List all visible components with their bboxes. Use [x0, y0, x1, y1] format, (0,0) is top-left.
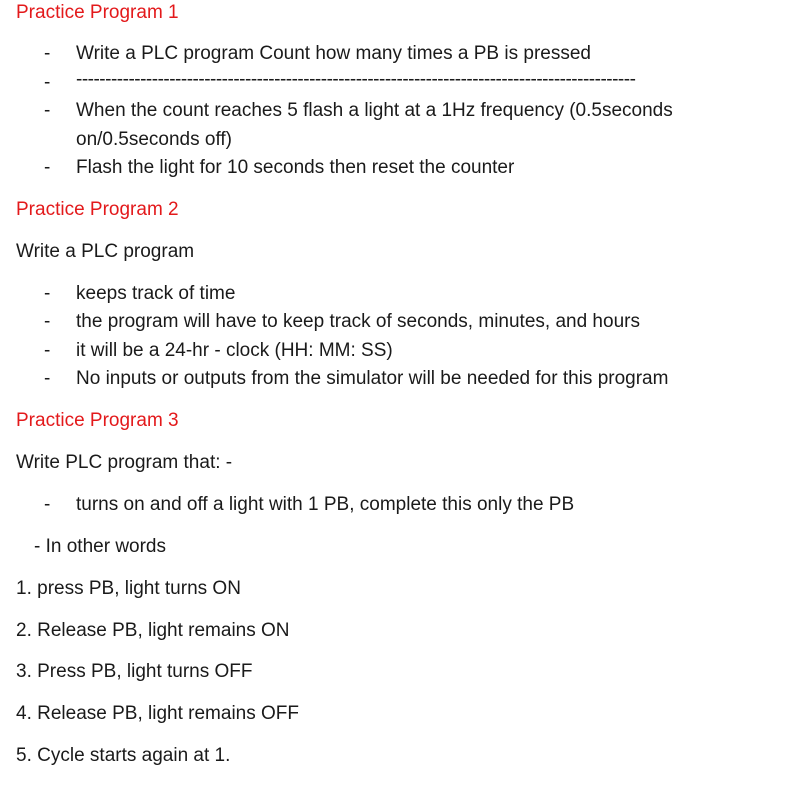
program1-dash-line: ------------------------------------------------------------------------------------------------ — [76, 69, 636, 90]
program3-step-4: 4. Release PB, light remains OFF — [16, 703, 299, 724]
program1-bullet-4: Flash the light for 10 seconds then reset the counter — [76, 157, 515, 178]
program2-bullet-3: it will be a 24-hr - clock (HH: MM: SS) — [76, 340, 393, 361]
program3-sub-note: - In other words — [34, 536, 166, 557]
bullet-marker: - — [44, 283, 51, 304]
program3-step-5: 5. Cycle starts again at 1. — [16, 745, 231, 766]
bullet-marker: - — [44, 43, 51, 64]
program1-bullet-1: Write a PLC program Count how many times a PB is pressed — [76, 43, 591, 64]
program3-intro: Write PLC program that: - — [16, 452, 233, 473]
program1-bullet-3: When the count reaches 5 flash a light at a 1Hz frequency (0.5seconds on/0.5seconds off) — [76, 100, 673, 150]
bullet-marker: - — [44, 340, 51, 361]
program2-heading: Practice Program 2 — [16, 199, 179, 220]
bullet-marker: - — [44, 494, 51, 515]
program2-bullet-2: the program will have to keep track of seconds, minutes, and hours — [76, 311, 640, 332]
bullet-marker: - — [44, 100, 51, 121]
program1-heading: Practice Program 1 — [16, 2, 179, 23]
program3-step-1: 1. press PB, light turns ON — [16, 578, 241, 599]
bullet-marker: - — [44, 72, 51, 93]
program2-bullet-4: No inputs or outputs from the simulator will be needed for this program — [76, 368, 669, 389]
program3-step-2: 2. Release PB, light remains ON — [16, 620, 290, 641]
program2-bullet-1: keeps track of time — [76, 283, 236, 304]
bullet-marker: - — [44, 157, 51, 178]
bullet-marker: - — [44, 311, 51, 332]
bullet-marker: - — [44, 368, 51, 389]
program3-bullet-1: turns on and off a light with 1 PB, complete this only the PB — [76, 494, 575, 515]
program2-intro: Write a PLC program — [16, 241, 195, 262]
program3-heading: Practice Program 3 — [16, 410, 179, 431]
program3-step-3: 3. Press PB, light turns OFF — [16, 661, 253, 682]
